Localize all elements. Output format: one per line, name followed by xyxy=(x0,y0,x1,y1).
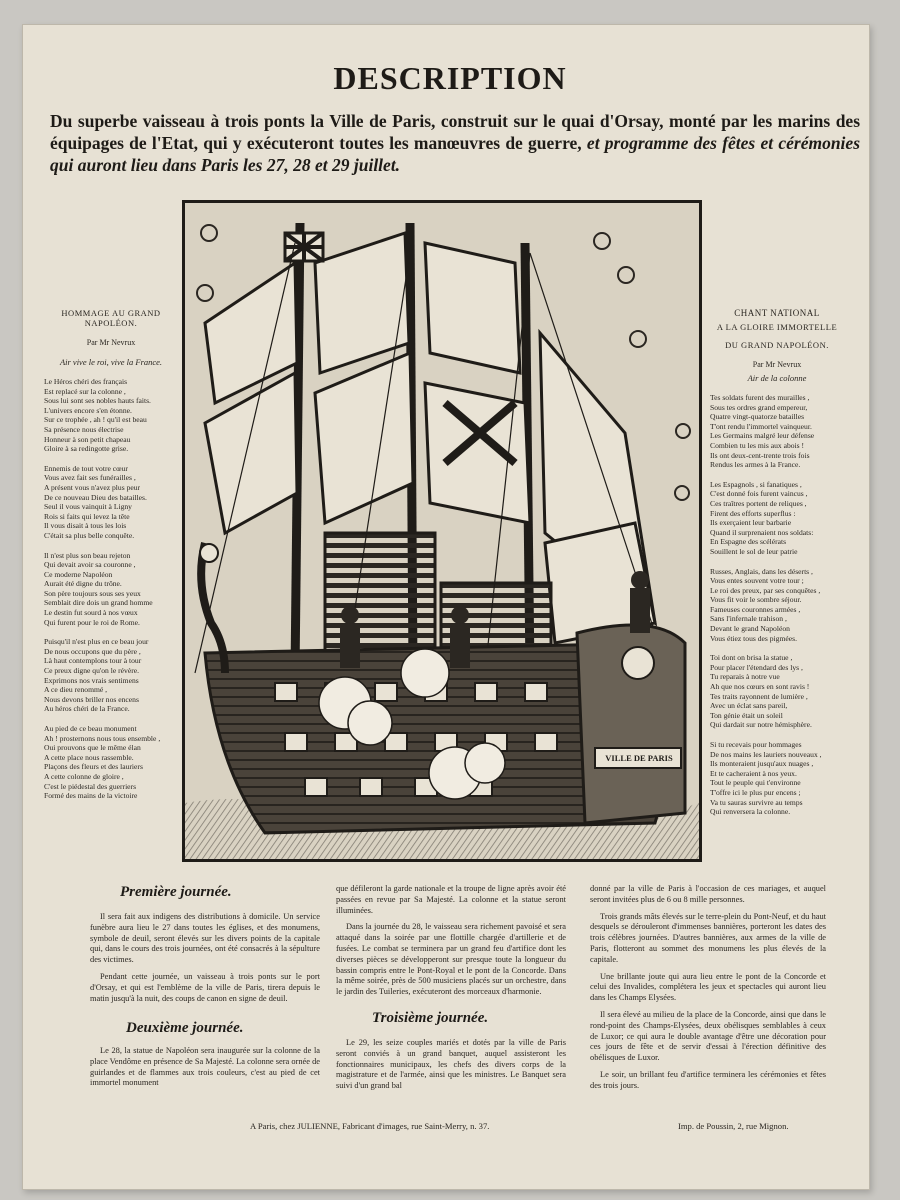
left-poem-stanza: Il n'est plus son beau rejeton Qui devait avoir sa couronne , Ce moderne Napoléon Aurait été digne du trône. Son père toujours sous ses yeux Semblait dire dois un grand homme Le destin fut sourd à nos vœux Qui furent pour le roi de Rome. xyxy=(44,550,153,627)
right-poem-heading-3: DU GRAND NAPOLÉON. xyxy=(725,340,829,350)
subtitle xyxy=(50,110,860,176)
subtitle-main: Du superbe vaisseau à trois ponts la Ville de Paris, construit sur le quai d'Orsay, monté par les marins des équipages de l'Etat, qui y exécuteront toutes les manœuvres de guerre, xyxy=(50,111,860,153)
paragraph: Dans la journée du 28, le vaisseau sera richement pavoisé et sera attaqué dans la soirée par une flottille chargée d'artillerie et de fusées. Le combat se terminera par un grand feu d'artifice dont les diverses pièces se développeront sur presque toute la longueur du bassin compris entre le Pont-Royal et le pont de la Concorde. Dans la même soirée, près de 500 musiciens placés sur un orchestre, dans le jardin des Tuileries, exécuteront des morceaux d'harmonie. xyxy=(336,922,566,997)
right-poem xyxy=(710,308,844,817)
paragraph: Il sera élevé au milieu de la place de la Concorde, ainsi que dans le rond-point des Champs-Elysées, deux obélisques semblables à ceux de Luxor; ce qui aura le double avantage d'être une décoration pour ces jours de fête et de servir d'essai à l'érection définitive des obélisques de Luxor. xyxy=(590,1009,826,1063)
column-3 xyxy=(590,884,826,1098)
left-poem-stanza: Ennemis de tout votre cœur Vous avez fait ses funérailles , A présent vous n'avez plus peur De ce nouveau Dieu des batailles. Seul il vous vainquit à Ligny Rois si faits qui levez la tête Il vous disait à tous les lois C'était sa plus belle conquête. xyxy=(44,463,147,540)
left-poem-heading: HOMMAGE AU GRAND NAPOLÉON. xyxy=(61,308,161,328)
left-poem-stanza: Le Héros chéri des français Est replacé sur la colonne , Sous lui sont ses nobles hauts faits. L'univers encore s'en étonne. Sur ce trophée , ah ! qu'il est beau Sa présence nous électrise Honneur à son petit chapeau Gloire à sa redingotte grise. xyxy=(44,377,151,454)
right-poem-heading-2: A LA GLOIRE IMMORTELLE xyxy=(716,322,838,332)
paragraph: Trois grands mâts élevés sur le terre-plein du Pont-Neuf, et du haut desquels se dérouleront d'immenses bannières, porteront les dates des trois célèbres journées. D'autres bannières, aux armes de la ville de Paris, flotteront au sommet des monumens les plus élevés de la capitale. xyxy=(590,911,826,964)
paragraph: Il sera fait aux indigens des distributions à domicile. Un service funèbre aura lieu le 27 dans toutes les églises, et des monumens, symbole de deuil, seront élevés sur les divers points de la capitale qui, dans le cours des trois journées, ont été consacrés à la sépulture des victimes. xyxy=(90,912,320,965)
subtitle-italic: et programme des fêtes et cérémonies qui auront lieu dans Paris les 27, 28 et 29 juillet. xyxy=(50,133,860,175)
column-2 xyxy=(336,884,566,1004)
paragraph: donné par la ville de Paris à l'occasion de ces mariages, et auquel seront invitées plus de 6 ou 8 mille personnes. xyxy=(590,884,826,904)
column-2-lower xyxy=(336,1038,566,1098)
column-1-lower xyxy=(90,1046,320,1095)
right-poem-stanza: Tes soldats furent des murailles , Sous tes ordres grand empereur, Quatre vingt-quatorze batailles T'ont rendu l'immortel vainqueur. Les Germains malgré leur défense Combien tu les mis aux abois ! Ils ont deux-cent-trente trois fois Rendus les armes à la France. xyxy=(710,393,815,470)
right-poem-author: Par Mr Nevrux xyxy=(752,360,802,369)
right-poem-air: Air de la colonne xyxy=(747,373,807,383)
printer-imprint-right: Imp. de Poussin, 2, rue Mignon. xyxy=(678,1121,789,1131)
page-title: DESCRIPTION xyxy=(333,60,567,96)
left-poem-stanza: Puisqu'il n'est plus en ce beau jour De nous occupons que du père , Là haut contemplons tour à tour Ce preux digne qu'on le révère. Exprimons nos vrais sentimens A ce dieu renommé , Nous devons briller nos encens Au héros chéri de la France. xyxy=(44,637,149,714)
paragraph: Pendant cette journée, un vaisseau à trois ponts sur le port d'Orsay, et qui est l'emblème de la ville de Paris, tirera depuis le matin jusqu'à la nuit, des coups de canon en signe de deuil. xyxy=(90,971,320,1003)
paragraph: Le 28, la statue de Napoléon sera inaugurée sur la colonne de la place Vendôme en présence de Sa Majesté. La colonne sera ornée de guirlandes et de flammes aux trois couleurs, c'est au pied de cet immortel monument xyxy=(90,1046,320,1088)
column-1 xyxy=(90,912,320,1010)
paragraph: Le soir, un brillant feu d'artifice terminera les cérémonies et fêtes des trois jours. xyxy=(590,1069,826,1090)
paragraph: Le 29, les seize couples mariés et dotés par la ville de Paris seront conviés à un grand banquet, auquel assisteront les fonctionnaires municipaux, les chefs des divers corps de la magistrature et de l'armée, ainsi que les ministres. Le Banquet sera suivi d'un grand bal xyxy=(336,1038,566,1091)
left-poem-author: Par Mr Nevrux xyxy=(86,338,136,347)
heading-troisieme-journee: Troisième journée. xyxy=(372,1010,489,1026)
ship-woodcut xyxy=(182,200,702,862)
heading-deuxieme-journee: Deuxième journée. xyxy=(126,1020,244,1036)
left-poem-air: Air vive le roi, vive la France. xyxy=(59,357,163,367)
heading-premiere-journee: Première journée. xyxy=(120,884,232,900)
right-poem-stanza: Si tu recevais pour hommages De nos mains les lauriers nouveaux , Ils monteraient jusqu'aux nuages , Et te cacheraient à nos yeux. Tout le peuple qui t'environne T'offre ici le plus pur encens ; Va tu sauras survivre au temps Qui renversera la colonne. xyxy=(710,740,822,817)
left-poem-stanza: Au pied de ce beau monument Ah ! prosternons nous tous ensemble , Oui prouvons que le même élan A cette place nous rassemble. Plaçons des fleurs et des lauriers A cette colonne de gloire , C'est le piédestal des guerriers Formé des mains de la victoire xyxy=(44,724,161,801)
right-poem-heading: CHANT NATIONAL xyxy=(734,308,820,318)
right-poem-stanza: Toi dont on brisa la statue , Pour placer l'étendard des lys , Tu reparais à notre vue Ah que nos cœurs en sont ravis ! Tes traits rayonnent de lumière , Avec un éclat sans pareil, Ton génie était un soleil Qui dardait sur notre hémisphère. xyxy=(710,653,812,730)
printer-imprint: A Paris, chez JULIENNE, Fabricant d'images, rue Saint-Merry, n. 37. xyxy=(250,1121,490,1131)
paragraph: Une brillante joute qui aura lieu entre le pont de la Concorde et celui des Invalides, complétera les jeux et spectacles qui auront lieu dans les Champs Elysées. xyxy=(590,971,826,1003)
right-poem-stanza: Les Espagnols , si fanatiques , C'est donné fois furent vaincus , Ces traîtres portent de reliques , Firent des efforts superflus : Ils exerçaient leur barbarie Quand il surprenaient nos soldats: En Espagne des scélérats Souillent le sol de leur patrie xyxy=(710,479,814,556)
stern-name: VILLE DE PARIS xyxy=(605,753,673,763)
left-poem xyxy=(44,308,178,801)
paragraph: que défileront la garde nationale et la troupe de ligne après avoir été passées en revue par Sa Majesté. La colonne et la statue seront illuminées. xyxy=(336,884,566,915)
right-poem-stanza: Russes, Anglais, dans les déserts , Vous entes souvent votre tour ; Le roi des preux, par ses conquêtes , Vous fit voir le sombre séjour. Fameuses couronnes armées , Sans l'infernale trahison , Devant le grand Napoléon Vous étiez tous des pigmées. xyxy=(710,566,821,643)
